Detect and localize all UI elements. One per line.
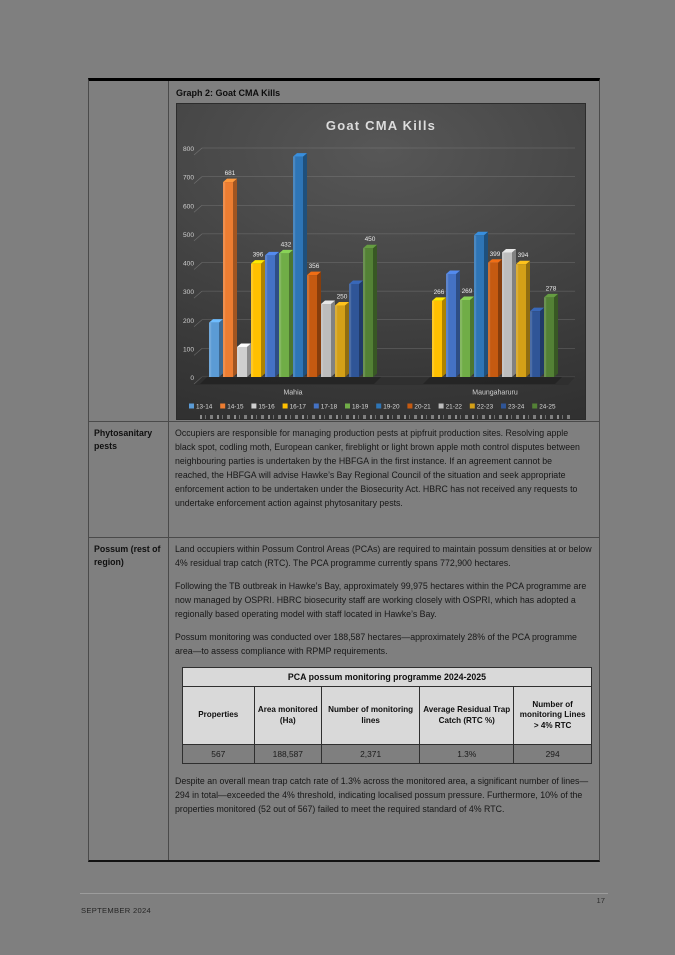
chart-bar-side bbox=[484, 232, 488, 377]
gridline-slant bbox=[194, 234, 202, 241]
gridline-slant bbox=[194, 205, 202, 212]
phytosanitary-paragraph: Occupiers are responsible for managing production pests at pipfruit production sites. Resolving apple black spot, codling moth, European canker, fireblight or light brown apple moth control disputes between neighbouring parties is undertaken by the HBFGA in the first instance. If an agreement cannot be reached, the HBFGA will advise Hawke’s Bay Regional Council of the situation and seek appropriate enforcement action to be undertaken under the Biosecurity Act. HBRC has not received any requests to undertake enforcement action against phytosanitary pests. bbox=[175, 428, 580, 508]
pca-value-lines-over-4: 294 bbox=[514, 745, 592, 764]
gridline-slant bbox=[194, 148, 202, 155]
group-shadow bbox=[423, 377, 562, 384]
pca-col-rtc: Average Residual Trap Catch (RTC %) bbox=[420, 687, 514, 745]
graph-caption: Graph 2: Goat CMA Kills bbox=[176, 88, 281, 98]
bar-value-label: 250 bbox=[336, 293, 348, 301]
legend-label: 17-18 bbox=[320, 403, 338, 411]
legend-swatch bbox=[470, 404, 475, 409]
report-table bbox=[88, 78, 600, 862]
y-axis-tick-label: 500 bbox=[182, 231, 194, 239]
chart-bar-highlight bbox=[544, 297, 546, 377]
chart-bar-highlight bbox=[265, 255, 267, 377]
y-axis-tick-label: 800 bbox=[182, 146, 194, 153]
pca-value-properties: 567 bbox=[183, 745, 255, 764]
legend-label: 20-21 bbox=[414, 403, 431, 411]
page-number: 17 bbox=[596, 896, 605, 905]
possum-label: Possum (rest of region) bbox=[89, 538, 169, 860]
chart-bar-highlight bbox=[432, 301, 434, 377]
pca-monitoring-table bbox=[182, 667, 592, 764]
legend-swatch bbox=[314, 404, 319, 409]
chart-bar-highlight bbox=[209, 323, 211, 377]
chart-bar-side bbox=[456, 270, 460, 377]
legend-swatch bbox=[283, 404, 288, 409]
pca-value-lines: 2,371 bbox=[322, 745, 420, 764]
gridline-slant bbox=[194, 320, 202, 327]
chart-bar-highlight bbox=[335, 305, 337, 377]
pca-table-header-row bbox=[183, 687, 592, 745]
chart-bar-side bbox=[470, 296, 474, 377]
pca-col-properties: Properties bbox=[183, 687, 255, 745]
table-row-graph bbox=[89, 81, 599, 422]
possum-paragraph-3: Possum monitoring was conducted over 188,587 hectares—approximately 28% of the PCA programme area—to assess compliance with RPMP requirements. bbox=[175, 632, 577, 656]
chart-bar-side bbox=[317, 272, 321, 377]
chart-bar-side bbox=[512, 249, 516, 377]
chart-bar-side bbox=[331, 301, 335, 377]
chart-bar-side bbox=[554, 294, 558, 377]
chart-title: Goat CMA Kills bbox=[325, 118, 437, 133]
bar-value-label: 681 bbox=[224, 170, 236, 178]
legend-swatch bbox=[345, 404, 350, 409]
chart-bar-highlight bbox=[251, 264, 253, 377]
chart-bar-side bbox=[526, 261, 530, 377]
clipped-text-line bbox=[200, 415, 572, 419]
chart-bar-side bbox=[498, 259, 502, 377]
chart-bar-side bbox=[359, 280, 363, 377]
chart-bar-highlight bbox=[237, 347, 239, 377]
bar-value-label: 432 bbox=[280, 241, 292, 249]
legend-swatch bbox=[376, 404, 381, 409]
table-row-possum bbox=[89, 538, 599, 860]
bar-value-label: 266 bbox=[433, 288, 445, 296]
possum-paragraph-2: Following the TB outbreak in Hawke’s Bay, approximately 99,975 hectares within the PCA programme are now managed by OSPRI. HBRC biosecurity staff are working closely with OSPRI, which has adopted a regionally based operating model with staff located in Hawke’s Bay. bbox=[175, 581, 587, 619]
pca-value-area: 188,587 bbox=[254, 745, 321, 764]
legend-label: 19-20 bbox=[383, 403, 400, 411]
legend-label: 15-16 bbox=[258, 403, 275, 411]
chart-bar-highlight bbox=[530, 311, 532, 377]
bar-value-label: 278 bbox=[545, 285, 557, 293]
possum-paragraph-1: Land occupiers within Possum Control Areas (PCAs) are required to maintain possum densities at or below 4% residual trap catch (RTC). The PCA programme currently spans 772,900 hectares. bbox=[175, 544, 592, 568]
chart-bar-highlight bbox=[223, 182, 225, 377]
y-axis-tick-label: 200 bbox=[182, 317, 194, 325]
chart-bar-side bbox=[540, 308, 544, 377]
legend-label: 14-15 bbox=[227, 403, 244, 411]
possum-content bbox=[169, 538, 605, 860]
footer-date: SEPTEMBER 2024 bbox=[81, 906, 152, 915]
y-axis-tick-label: 0 bbox=[190, 375, 194, 382]
y-axis-tick-label: 600 bbox=[182, 203, 194, 211]
chart-bar-side bbox=[275, 252, 279, 377]
y-axis-tick-label: 100 bbox=[182, 346, 194, 354]
chart-bar-highlight bbox=[349, 284, 351, 377]
legend-swatch bbox=[439, 404, 444, 409]
bar-value-label: 394 bbox=[517, 252, 529, 260]
legend-swatch bbox=[251, 404, 256, 409]
phytosanitary-content bbox=[169, 422, 599, 537]
goat-cma-kills-chart-svg bbox=[176, 103, 586, 420]
legend-label: 18-19 bbox=[352, 403, 369, 411]
chart-bar-highlight bbox=[321, 304, 323, 377]
y-axis-tick-label: 700 bbox=[182, 174, 194, 182]
legend-label: 21-22 bbox=[445, 403, 462, 411]
chart-bar-side bbox=[442, 297, 446, 377]
chart-bar-side bbox=[303, 153, 307, 377]
chart-bar-side bbox=[233, 179, 237, 377]
category-label: Mahia bbox=[283, 389, 303, 397]
chart-bar-highlight bbox=[502, 252, 504, 377]
bar-value-label: 269 bbox=[461, 287, 473, 295]
chart-bar-highlight bbox=[460, 300, 462, 377]
graph-row-content bbox=[169, 81, 599, 421]
y-axis-tick-label: 300 bbox=[182, 289, 194, 297]
legend-swatch bbox=[220, 404, 225, 409]
footer-rule bbox=[80, 893, 608, 894]
chart-bar-highlight bbox=[516, 264, 518, 377]
legend-label: 24-25 bbox=[539, 403, 556, 411]
legend-label: 23-24 bbox=[508, 403, 525, 411]
legend-label: 16-17 bbox=[289, 403, 306, 411]
pca-table-data-row bbox=[183, 745, 592, 764]
chart-bar-highlight bbox=[488, 263, 490, 377]
phytosanitary-label: Phytosanitary pests bbox=[89, 422, 169, 537]
possum-paragraph-4: Despite an overall mean trap catch rate of 1.3% across the monitored area, a significant number of lines—294 in total—exceeded the 4% threshold, indicating localised possum pressure. Furthermore, 10% of the properties monitored (52 out of 567) failed to meet the required standard of 4% RTC. bbox=[175, 776, 589, 814]
chart-bar-side bbox=[345, 302, 349, 377]
bar-value-label: 450 bbox=[364, 236, 376, 244]
y-axis-tick-label: 400 bbox=[182, 260, 194, 268]
pca-col-area: Area monitored (Ha) bbox=[254, 687, 321, 745]
chart-bar-side bbox=[289, 250, 293, 377]
category-label: Maungaharuru bbox=[472, 389, 518, 397]
bar-value-label: 399 bbox=[489, 250, 501, 258]
pca-value-rtc: 1.3% bbox=[420, 745, 514, 764]
graph-row-label-cell bbox=[89, 81, 169, 421]
legend-swatch bbox=[407, 404, 412, 409]
table-row-phytosanitary bbox=[89, 422, 599, 538]
pca-col-lines: Number of monitoring lines bbox=[322, 687, 420, 745]
chart-bar-highlight bbox=[307, 275, 309, 377]
chart-bar-side bbox=[247, 343, 251, 377]
legend-label: 13-14 bbox=[196, 403, 213, 411]
chart-bar-side bbox=[219, 319, 223, 377]
gridline-slant bbox=[194, 348, 202, 355]
chart-bar-side bbox=[373, 245, 377, 377]
goat-cma-kills-chart bbox=[176, 103, 586, 420]
legend-label: 22-23 bbox=[476, 403, 494, 411]
legend-swatch bbox=[189, 404, 194, 409]
chart-bar-highlight bbox=[293, 157, 295, 377]
bar-value-label: 396 bbox=[252, 251, 264, 259]
bar-value-label: 356 bbox=[308, 263, 320, 271]
gridline-slant bbox=[194, 291, 202, 298]
chart-bar-highlight bbox=[363, 248, 365, 377]
pca-col-lines-over-4: Number of monitoring Lines > 4% RTC bbox=[514, 687, 592, 745]
legend-swatch bbox=[532, 404, 537, 409]
chart-bar-highlight bbox=[279, 253, 281, 377]
gridline-slant bbox=[194, 177, 202, 184]
chart-bar-highlight bbox=[446, 274, 448, 377]
chart-bar-highlight bbox=[474, 235, 476, 377]
gridline-slant bbox=[194, 263, 202, 270]
group-shadow bbox=[200, 377, 381, 384]
pca-table-title: PCA possum monitoring programme 2024-2025 bbox=[183, 668, 592, 687]
chart-bar-side bbox=[261, 260, 265, 377]
legend-swatch bbox=[501, 404, 506, 409]
